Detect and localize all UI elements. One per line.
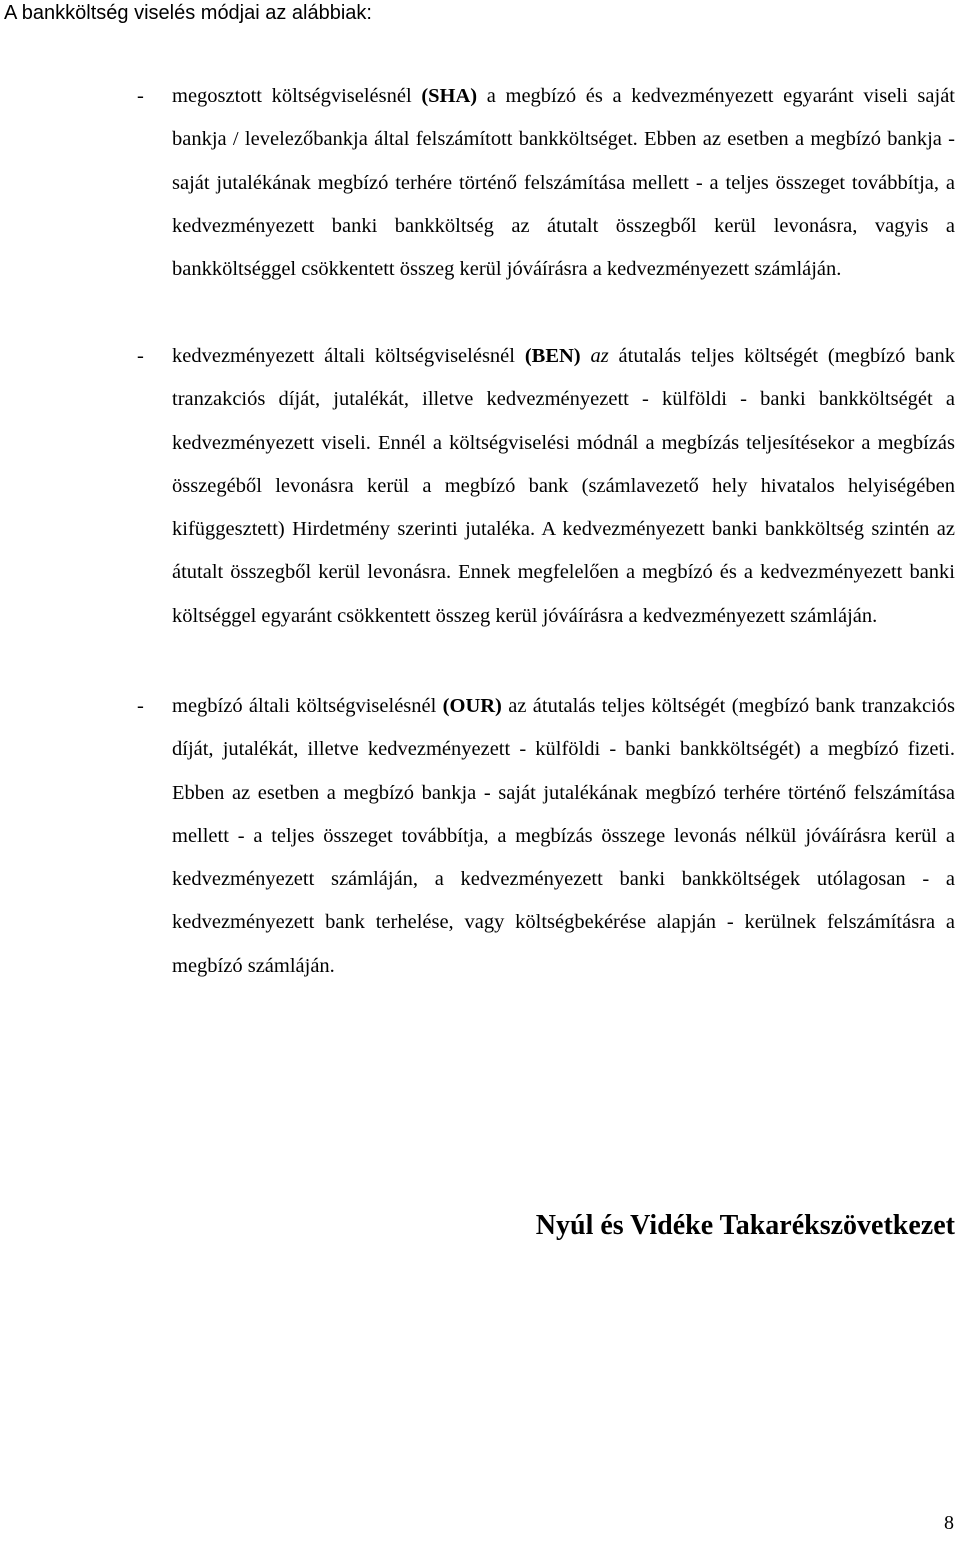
signature-organization: Nyúl és Vidéke Takarékszövetkezet xyxy=(535,1210,955,1241)
list-dash: - xyxy=(137,85,144,107)
item-code: (OUR) xyxy=(442,695,502,717)
list-dash: - xyxy=(137,345,144,367)
item-text-post: a megbízó és a kedvezményezett egyaránt viseli saját bankja / levelezőbankja által felszámított bankköltséget. Ebben az esetben a megbízó bankja - saját jutalékának megbízó terhére történő felszámítása mellett - a teljes összeget továbbítja, a kedvezményezett banki bankköltség az átutalt összegből kerül levonásra, vagyis a bankköltséggel csökkentett összeg kerül jóváírásra a kedvezményezett számláján. xyxy=(172,85,955,281)
item-text-post: az átutalás teljes költségét (megbízó bank tranzakciós díját, jutalékát, illetve kedvezményezett - külföldi - banki bankköltségét) a megbízó fizeti. Ebben az esetben a megbízó bankja - saját jutalékának megbízó terhére történő felszámítása mellett - a teljes összeget továbbítja, a megbízás összege levonás nélkül jóváírásra kerül a kedvezményezett számláján, a kedvezményezett banki bankköltségek utólagosan - a kedvezményezett bank terhelése, vagy költségbekérése alapján - kerülnek felszámításra a megbízó számláján. xyxy=(172,695,955,977)
item-code: (BEN) xyxy=(524,345,581,367)
item-text-italic: az xyxy=(590,345,609,367)
item-text-pre: megbízó általi költségviselésnél xyxy=(172,695,443,717)
page-number: 8 xyxy=(944,1512,954,1534)
item-text-pre: megosztott költségviselésnél xyxy=(172,85,422,107)
item-text-post: átutalás teljes költségét (megbízó bank tranzakciós díját, jutalékát, illetve kedvezményezett - külföldi - banki bankköltségét a kedvezményezett viseli. Ennél a költségviselési módnál a megbízás teljesítésekor a megbízás összegéből levonásra kerül a megbízó bank (számlavezető hely hivatalos helyiségében kifüggesztett) Hirdetmény szerinti jutaléka. A kedvezményezett banki bankköltség szintén az átutalt összegből kerül levonásra. Ennek megfelelően a megbízó és a kedvezményezett banki költséggel egyaránt csökkentett összeg kerül jóváírásra a kedvezményezett számláján. xyxy=(172,345,956,627)
item-text-pre: kedvezményezett általi költségviselésnél xyxy=(172,345,525,367)
section-heading: A bankköltség viselés módjai az alábbiak: xyxy=(4,2,372,24)
list-dash: - xyxy=(137,695,144,717)
list-item-our xyxy=(172,685,955,988)
item-code: (SHA) xyxy=(421,85,478,107)
list-item-ben xyxy=(172,335,955,638)
list-item-sha xyxy=(172,75,955,291)
